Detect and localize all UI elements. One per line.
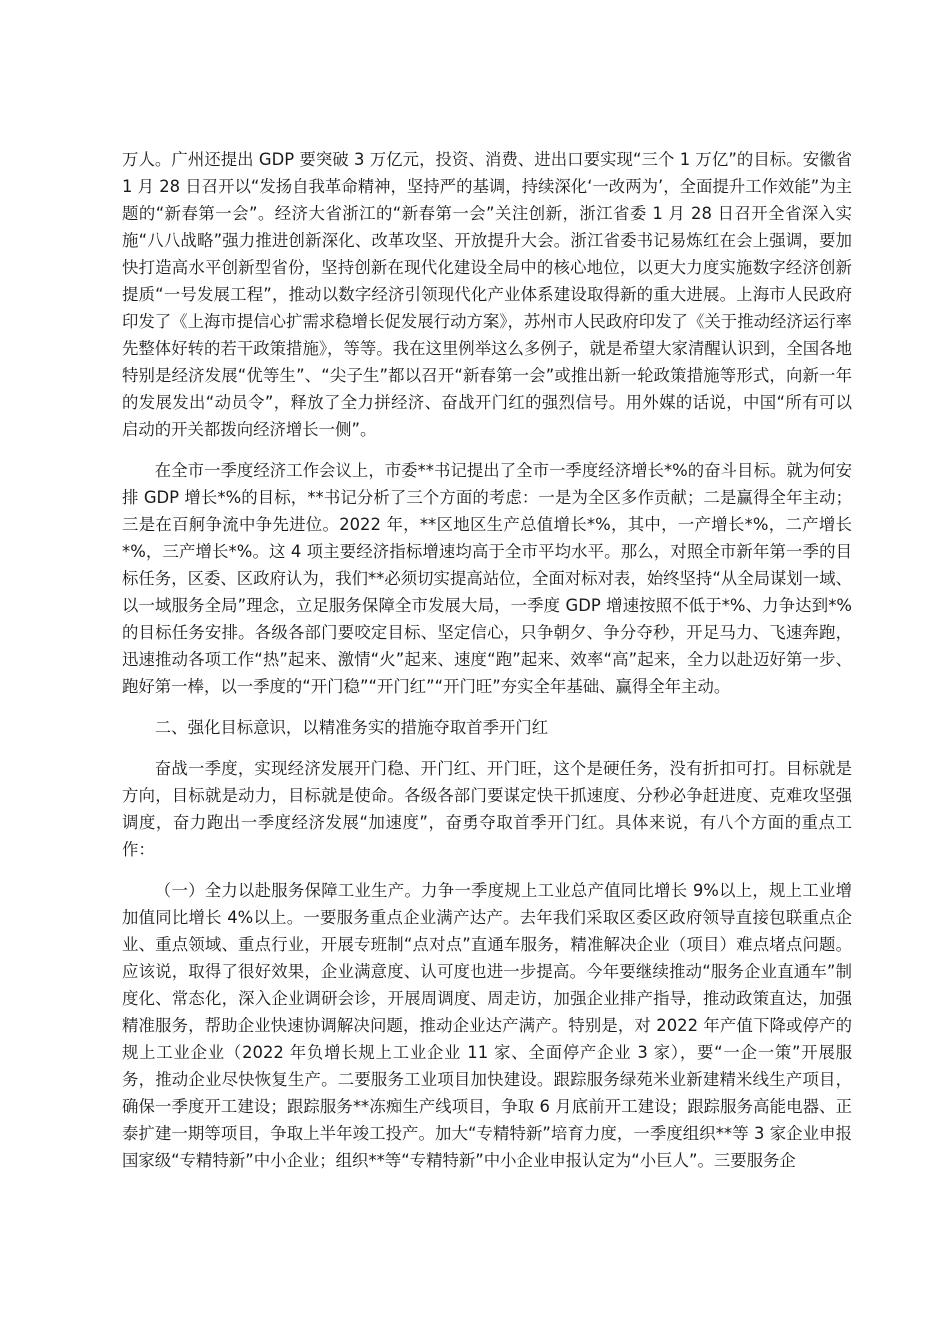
paragraph-quarter-goal: 在全市一季度经济工作会议上，市委**书记提出了全市一季度经济增长*%的奋斗目标。就为何安排 GDP 增长*%的目标，**书记分析了三个方面的考虑：一是为全区多作贡献；二是赢得全年主动；三是在百舸争流中争先进位。2022 年，**区地区生产总值增长*%，其中，一产增长*%，二产增长*%，三产增长*%。这 4 项主要经济指标增速均高于全市平均水平。那么，对照全市新年第一季的目标任务，区委、区政府认为，我们**必须切实提高站位，全面对标对表，始终坚持“从全局谋划一域、以一域服务全局”理念，立足服务保障全市发展大局，一季度 GDP 增速按照不低于*%、力争达到*%的目标任务安排。各级各部门要咬定目标、坚定信心，只争朝夕、争分夺秒，开足马力、飞速奔跑，迅速推动各项工作“热”起来、激情“火”起来、速度“跑”起来、效率“高”起来，全力以赴迈好第一步、跑好第一棒，以一季度的“开门稳”“开门红”“开门旺”夯实全年基础、赢得全年主动。 — [122, 461, 852, 696]
paragraph-continuation: 万人。广州还提出 GDP 要突破 3 万亿元，投资、消费、进出口要实现“三个 1 万亿”的目标。安徽省 1 月 28 日召开以“发扬自我革命精神，坚持严的基调，持续深化‘一改两为’，全面提升工作效能”为主题的“新春第一会”。经济大省浙江的“新春第一会”关注创新，浙江省委 1 月 28 日召开全省深入实施“八八战略”强力推进创新深化、改革攻坚、开放提升大会。浙江省委书记易炼红在会上强调，要加快打造高水平创新型省份，坚持创新在现代化建设全局中的核心地位，以更大力度实施数字经济创新提质“一号发展工程”，推动以数字经济引领现代化产业体系建设取得新的重大进展。上海市人民政府印发了《上海市提信心扩需求稳增长促发展行动方案》，苏州市人民政府印发了《关于推动经济运行率先整体好转的若干政策措施》，等等。我在这里例举这么多例子，就是希望大家清醒认识到，全国各地特别是经济发展“优等生”、“尖子生”都以召开“新春第一会”或推出新一轮政策措施等形式，向新一年的发展发出“动员令”，释放了全力拼经济、奋战开门红的强烈信号。用外媒的话说，中国“所有可以启动的开关都拨向经济增长一侧”。 — [122, 150, 852, 439]
section-heading: 二、强化目标意识，以精准务实的措施夺取首季开门红 — [154, 718, 549, 737]
paragraph-industrial-production: （一）全力以赴服务保障工业生产。力争一季度规上工业总产值同比增长 9%以上，规上工业增加值同比增长 4%以上。一要服务重点企业满产达产。去年我们采取区委区政府领导直接包联重点企业、重点领域、重点行业，开展专班制“点对点”直通车服务，精准解决企业（项目）难点堵点问题。应该说，取得了很好效果，企业满意度、认可度也进一步提高。今年要继续推动“服务企业直通车”制度化、常态化，深入企业调研会诊，开展周调度、周走访，加强企业排产指导，推动政策直达，加强精准服务，帮助企业快速协调解决问题，推动企业达产满产。特别是，对 2022 年产值下降或停产的规上工业企业（2022 年负增长规上工业企业 11 家、全面停产企业 3 家），要“一企一策”开展服务，推动企业尽快恢复生产。二要服务工业项目加快建设。跟踪服务绿苑米业新建精米线生产项目，确保一季度开工建设；跟踪服务**冻痴生产线项目，争取 6 月底前开工建设；跟踪服务高能电器、正泰扩建一期等项目，争取上半年竣工投产。加大“专精特新”培育力度，一季度组织**等 3 家企业申报国家级“专精特新”中小企业；组织**等“专精特新”中小企业申报认定为“小巨人”。三要服务企 — [122, 881, 852, 1170]
document-body — [122, 146, 852, 1188]
paragraph-key-tasks-intro: 奋战一季度，实现经济发展开门稳、开门红、开门旺，这个是硬任务，没有折扣可打。目标就是方向，目标就是动力，目标就是使命。各级各部门要谋定快干抓速度、分秒必争赶进度、克难攻坚强调度，奋力跑出一季度经济发展“加速度”，奋勇夺取首季开门红。具体来说，有八个方面的重点工作： — [122, 759, 852, 859]
